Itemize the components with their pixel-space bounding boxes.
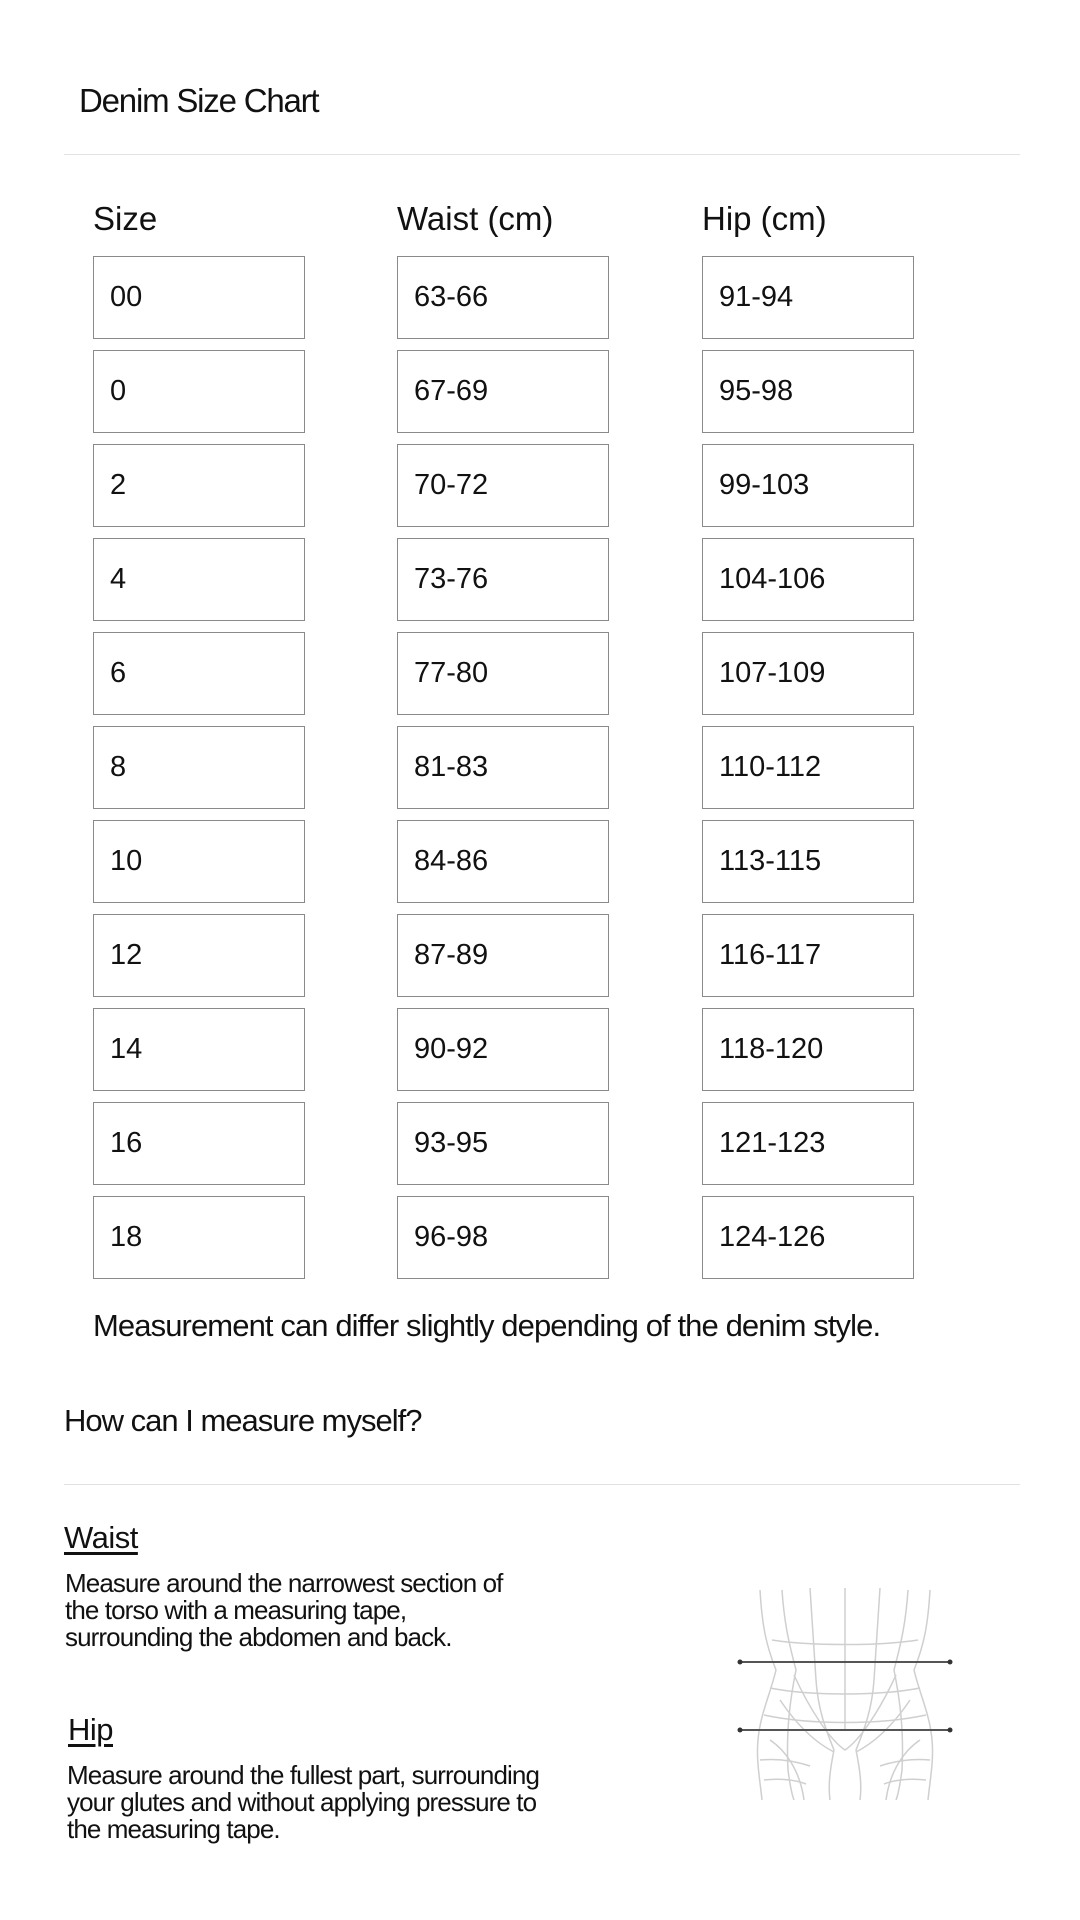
- header-divider: [64, 154, 1020, 155]
- table-cell-hip: 91-94: [702, 256, 914, 339]
- table-cell-size: 14: [93, 1008, 305, 1091]
- table-cell-size: 6: [93, 632, 305, 715]
- waist-line-3: surrounding the abdomen and back.: [65, 1622, 452, 1652]
- table-cell-hip: 99-103: [702, 444, 914, 527]
- table-cell-hip: 116-117: [702, 914, 914, 997]
- waist-line-1: Measure around the narrowest section of: [65, 1568, 503, 1598]
- table-cell-hip: 124-126: [702, 1196, 914, 1279]
- table-cell-size: 4: [93, 538, 305, 621]
- hip-line-1: Measure around the fullest part, surrounding: [67, 1760, 540, 1790]
- waist-heading: Waist: [64, 1520, 138, 1555]
- table-cell-waist: 96-98: [397, 1196, 609, 1279]
- hip-instructions: [67, 1762, 627, 1843]
- waist-line-2: the torso with a measuring tape,: [65, 1595, 407, 1625]
- column-header-waist: Waist (cm): [397, 200, 554, 237]
- table-cell-waist: 67-69: [397, 350, 609, 433]
- table-cell-waist: 93-95: [397, 1102, 609, 1185]
- hip-line-3: the measuring tape.: [67, 1814, 280, 1844]
- how-to-measure-title: How can I measure myself?: [64, 1403, 422, 1438]
- column-header-size: Size: [93, 200, 158, 237]
- column-header-hip: Hip (cm): [702, 200, 827, 237]
- table-cell-size: 10: [93, 820, 305, 903]
- table-cell-hip: 104-106: [702, 538, 914, 621]
- table-cell-hip: 110-112: [702, 726, 914, 809]
- table-cell-size: 0: [93, 350, 305, 433]
- waist-instructions: [65, 1570, 625, 1651]
- hip-line-2: your glutes and without applying pressure to: [67, 1787, 537, 1817]
- table-cell-size: 12: [93, 914, 305, 997]
- page-title: Denim Size Chart: [79, 82, 319, 119]
- table-cell-hip: 113-115: [702, 820, 914, 903]
- table-cell-hip: 121-123: [702, 1102, 914, 1185]
- table-cell-size: 00: [93, 256, 305, 339]
- table-cell-size: 2: [93, 444, 305, 527]
- table-cell-waist: 77-80: [397, 632, 609, 715]
- table-cell-size: 8: [93, 726, 305, 809]
- hip-heading: Hip: [68, 1712, 114, 1747]
- table-cell-waist: 87-89: [397, 914, 609, 997]
- table-cell-hip: 95-98: [702, 350, 914, 433]
- table-cell-waist: 70-72: [397, 444, 609, 527]
- table-cell-size: 16: [93, 1102, 305, 1185]
- measurement-note: Measurement can differ slightly depending of the denim style.: [93, 1308, 881, 1343]
- body-measurement-icon: [730, 1580, 960, 1800]
- table-cell-hip: 118-120: [702, 1008, 914, 1091]
- how-to-divider: [64, 1484, 1020, 1485]
- table-cell-waist: 90-92: [397, 1008, 609, 1091]
- table-cell-waist: 73-76: [397, 538, 609, 621]
- table-cell-hip: 107-109: [702, 632, 914, 715]
- table-cell-waist: 81-83: [397, 726, 609, 809]
- table-cell-size: 18: [93, 1196, 305, 1279]
- table-cell-waist: 84-86: [397, 820, 609, 903]
- table-cell-waist: 63-66: [397, 256, 609, 339]
